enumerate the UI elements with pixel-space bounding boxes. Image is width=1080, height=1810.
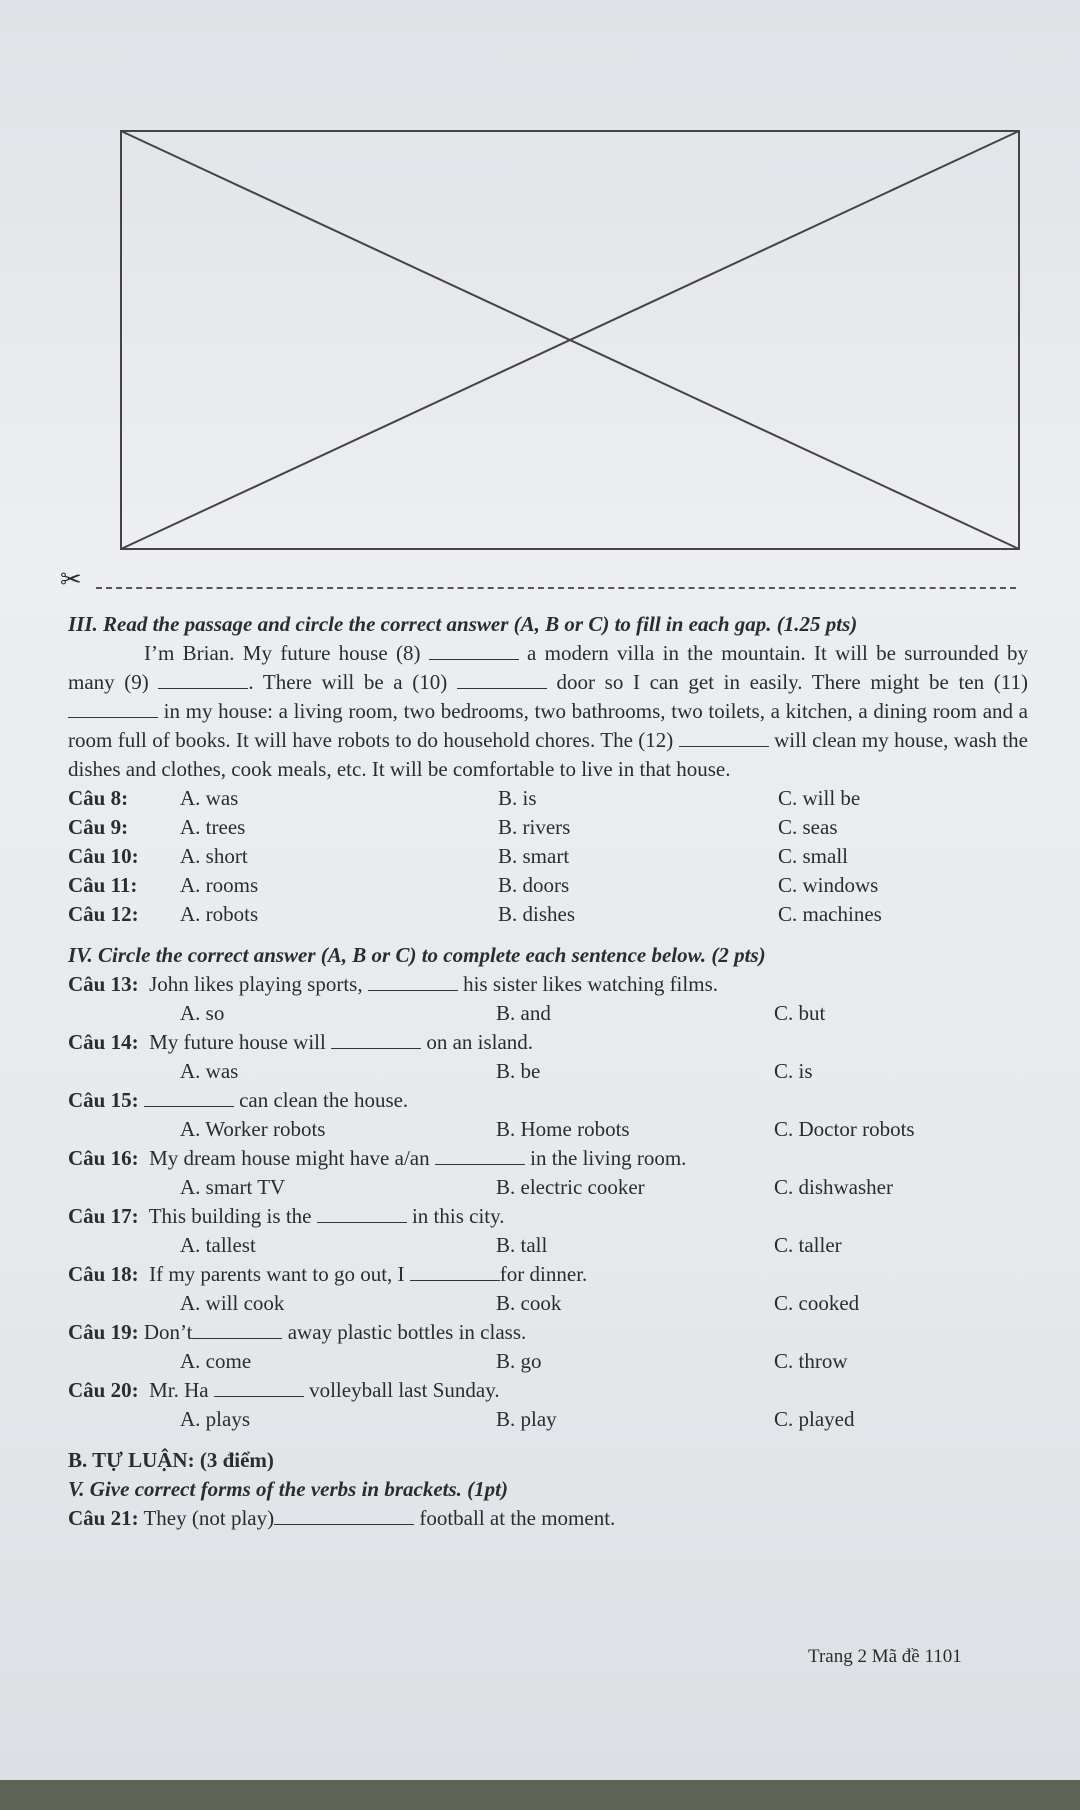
option-a[interactable]: A. so — [180, 1001, 225, 1025]
option-c[interactable]: C. throw — [774, 1349, 848, 1373]
stem-before: If my parents want to go out, I — [149, 1262, 410, 1286]
answer-blank — [274, 1508, 414, 1525]
question-10 — [68, 842, 1028, 871]
passage-part-2: a modern villa in the mountain. It will be surrounded by many (9) — [68, 641, 1028, 694]
gap-9 — [158, 672, 248, 689]
reading-passage — [68, 639, 1028, 784]
background-surface — [0, 1780, 1080, 1810]
stem-after: in this city. — [406, 1204, 505, 1228]
option-c[interactable]: C. Doctor robots — [774, 1117, 915, 1141]
question-number: Câu 16: — [68, 1146, 139, 1170]
question-11 — [68, 871, 1028, 900]
option-b[interactable]: B. tall — [496, 1233, 548, 1257]
question-17 — [68, 1202, 1028, 1260]
image-placeholder-box — [120, 130, 1020, 550]
question-15 — [68, 1086, 1028, 1144]
question-number: Câu 11: — [68, 873, 138, 897]
stem-before: Mr. Ha — [149, 1378, 214, 1402]
option-c[interactable]: C. dishwasher — [774, 1175, 893, 1199]
question-number: Câu 18: — [68, 1262, 139, 1286]
option-a[interactable]: A. was — [180, 786, 239, 810]
answer-blank — [435, 1148, 525, 1165]
option-c[interactable]: C. taller — [774, 1233, 842, 1257]
page-footer: Trang 2 Mã đề 1101 — [808, 1646, 962, 1667]
gap-8 — [429, 643, 519, 660]
cut-line — [60, 565, 1020, 595]
passage-part-3: . There will be a (10) — [248, 670, 457, 694]
stem-after: away plastic bottles in class. — [282, 1320, 527, 1344]
question-number: Câu 10: — [68, 844, 139, 868]
question-number: Câu 20: — [68, 1378, 139, 1402]
question-8 — [68, 784, 1028, 813]
question-number: Câu 9: — [68, 815, 129, 839]
answer-blank — [331, 1032, 421, 1049]
option-c[interactable]: C. will be — [778, 786, 861, 810]
answer-blank — [317, 1206, 407, 1223]
section-5-heading: V. Give correct forms of the verbs in brackets. (1pt) — [68, 1477, 508, 1501]
exam-content — [68, 610, 1028, 1533]
answer-blank — [410, 1264, 500, 1281]
question-number: Câu 19: — [68, 1320, 139, 1344]
option-b[interactable]: B. doors — [498, 873, 570, 897]
option-a[interactable]: A. smart TV — [180, 1175, 286, 1199]
passage-part-6: will clean my house, wash the dishes and clothes, cook meals, etc. It will be comfortable to live in that house. — [68, 728, 1028, 781]
option-a[interactable]: A. robots — [180, 902, 259, 926]
question-18 — [68, 1260, 1028, 1318]
option-a[interactable]: A. Worker robots — [180, 1117, 326, 1141]
question-number: Câu 21: — [68, 1506, 139, 1530]
option-b[interactable]: B. Home robots — [496, 1117, 630, 1141]
stem-before: Don’t — [143, 1320, 193, 1344]
question-9 — [68, 813, 1028, 842]
option-b[interactable]: B. rivers — [498, 815, 571, 839]
answer-blank — [192, 1322, 282, 1339]
option-c[interactable]: C. windows — [778, 873, 879, 897]
option-c[interactable]: C. is — [774, 1059, 813, 1083]
section-4-heading: IV. Circle the correct answer (A, B or C) to complete each sentence below. (2 pts) — [68, 943, 766, 967]
option-b[interactable]: B. play — [496, 1407, 557, 1431]
question-12 — [68, 900, 1028, 929]
scissors-icon: ✂ — [60, 565, 82, 595]
section-3-heading: III. Read the passage and circle the correct answer (A, B or C) to fill in each gap. (1.25 pts) — [68, 612, 858, 636]
option-b[interactable]: B. electric cooker — [496, 1175, 645, 1199]
option-b[interactable]: B. go — [496, 1349, 542, 1373]
option-b[interactable]: B. is — [498, 786, 537, 810]
question-number: Câu 13: — [68, 972, 139, 996]
option-c[interactable]: C. seas — [778, 815, 838, 839]
gap-11 — [68, 701, 158, 718]
answer-blank — [144, 1090, 234, 1107]
question-20 — [68, 1376, 1028, 1434]
option-c[interactable]: C. but — [774, 1001, 826, 1025]
passage-part-5: in my house: a living room, two bedrooms, two bathrooms, two toilets, a kitchen, a dining room and a room full of books. It will have robots to do household chores. The (12) — [68, 699, 1028, 752]
question-16 — [68, 1144, 1028, 1202]
option-b[interactable]: B. and — [496, 1001, 551, 1025]
stem-after: can clean the house. — [233, 1088, 409, 1112]
option-b[interactable]: B. cook — [496, 1291, 562, 1315]
stem-before: They (not play) — [138, 1506, 275, 1530]
question-number: Câu 15: — [68, 1088, 139, 1112]
gap-10 — [457, 672, 547, 689]
passage-part-4: door so I can get in easily. There might be ten (11) — [546, 670, 1028, 694]
section-b-heading: B. TỰ LUẬN: (3 điểm) — [68, 1448, 274, 1472]
question-19 — [68, 1318, 1028, 1376]
stem-after: volleyball last Sunday. — [303, 1378, 500, 1402]
question-14 — [68, 1028, 1028, 1086]
question-number: Câu 17: — [68, 1204, 139, 1228]
option-b[interactable]: B. be — [496, 1059, 541, 1083]
stem-after: football at the moment. — [414, 1506, 616, 1530]
stem-after: on an island. — [421, 1030, 534, 1054]
question-21 — [68, 1504, 1028, 1533]
stem-before: My future house will — [149, 1030, 332, 1054]
option-c[interactable]: C. machines — [778, 902, 882, 926]
option-a[interactable]: A. short — [180, 844, 248, 868]
option-b[interactable]: B. dishes — [498, 902, 576, 926]
option-c[interactable]: C. cooked — [774, 1291, 860, 1315]
stem-after: his sister likes watching films. — [457, 972, 718, 996]
option-a[interactable]: A. will cook — [180, 1291, 285, 1315]
option-c[interactable]: C. played — [774, 1407, 855, 1431]
question-number: Câu 12: — [68, 902, 139, 926]
stem-before: My dream house might have a/an — [149, 1146, 435, 1170]
option-a[interactable]: A. plays — [180, 1407, 250, 1431]
passage-part-1: I’m Brian. My future house (8) — [144, 641, 429, 665]
option-a[interactable]: A. rooms — [180, 873, 259, 897]
stem-before: John likes playing sports, — [149, 972, 368, 996]
gap-12 — [679, 730, 769, 747]
option-b[interactable]: B. smart — [498, 844, 570, 868]
question-number: Câu 14: — [68, 1030, 139, 1054]
option-a[interactable]: A. trees — [180, 815, 246, 839]
answer-blank — [368, 974, 458, 991]
option-a[interactable]: A. was — [180, 1059, 239, 1083]
stem-after: in the living room. — [524, 1146, 687, 1170]
question-13 — [68, 970, 1028, 1028]
question-number: Câu 8: — [68, 786, 129, 810]
option-a[interactable]: A. come — [180, 1349, 252, 1373]
stem-before: This building is the — [148, 1204, 317, 1228]
option-c[interactable]: C. small — [778, 844, 849, 868]
stem-after: for dinner. — [499, 1262, 588, 1286]
answer-blank — [214, 1380, 304, 1397]
option-a[interactable]: A. tallest — [180, 1233, 256, 1257]
dashed-divider — [96, 587, 1016, 589]
